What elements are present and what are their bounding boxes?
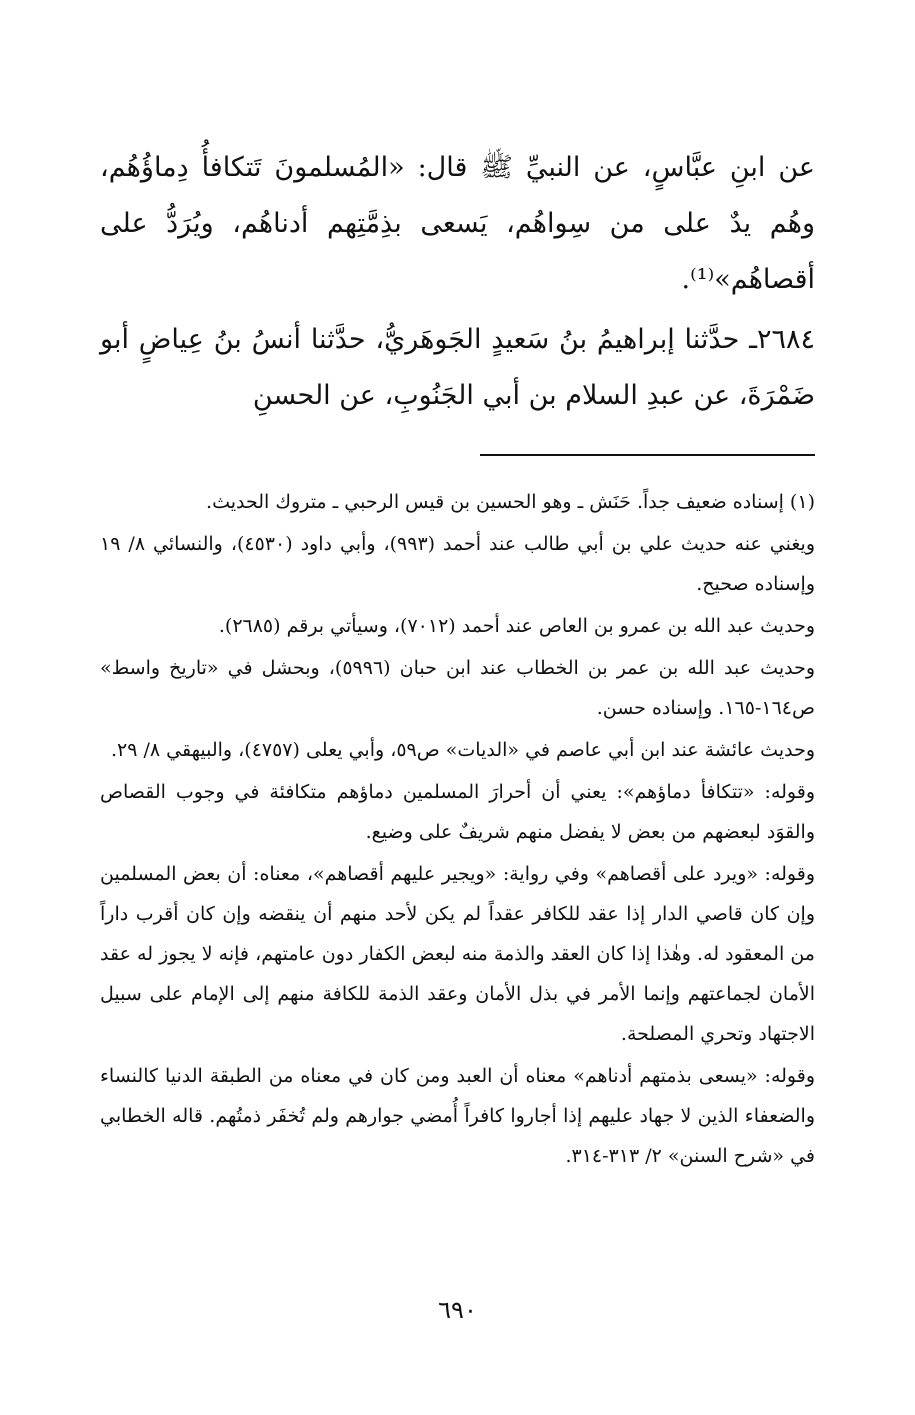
footnote-paragraph: وقوله: «تتكافأ دماؤهم»: يعني أن أحرارَ المسلمين دماؤهم متكافئة في وجوب القصاص والقوَد لبعضهم من بعض لا يفضل منهم شريفٌ على وضيع. [100, 781, 815, 843]
main-text [100, 140, 815, 424]
hadith-2684-text: ٢٦٨٤ـ حدَّثنا إبراهيمُ بنُ سَعيدٍ الجَوهَريُّ، حدَّثنا أنسُ بنُ عِياضٍ أبو ضَمْرَةَ، عن عبدِ السلام بن أبي الجَنُوبِ، عن الحسنِ [100, 324, 815, 411]
footnote-paragraph: وحديث عبد الله بن عمرو بن العاص عند أحمد (٧٠١٢)، وسيأتي برقم (٢٦٨٥). [218, 615, 815, 637]
footnote-paragraph: وقوله: «يسعى بذمتهم أدناهم» معناه أن العبد ومن كان في معناه من الطبقة الدنيا كالنساء والضعفاء الذين لا جهاد عليهم إذا أجاروا كافراً أُمضي جوارهم ولم تُخفَر ذمتُهم. قاله الخطابي في «شرح السنن» ٢/ ٣١٣-٣١٤. [100, 1065, 815, 1167]
footnote-1: (١) إسناده ضعيف جداً. حَنَش ـ وهو الحسين بن قيس الرحبي ـ متروك الحديث. [206, 491, 815, 513]
footnote-paragraph: وحديث عبد الله بن عمر بن الخطاب عند ابن حبان (٥٩٩٦)، وبحشل في «تاريخ واسط» ص١٦٤-١٦٥. وإسناده حسن. [100, 657, 815, 719]
footnote-divider [480, 454, 815, 456]
footnotes [100, 482, 815, 1176]
hadith-text-paragraph: عن ابنِ عبَّاسٍ، عن النبيِّ ﷺ قال: «المُسلمونَ تَتكافأُ دِماؤُهُم، وهُم يدٌ على من سِواهُم، يَسعى بذِمَّتِهم أدناهُم، ويُرَدُّ على أقصاهُم»⁽¹⁾. [100, 152, 816, 295]
footnote-paragraph: ويغني عنه حديث علي بن أبي طالب عند أحمد (٩٩٣)، وأبي داود (٤٥٣٠)، والنسائي ٨/ ١٩ وإسناده صحيح. [100, 533, 815, 595]
page-number: ٦٩٠ [438, 1296, 477, 1324]
footnote-paragraph: وقوله: «ويرد على أقصاهم» وفي رواية: «ويجير عليهم أقصاهم»، معناه: أن بعض المسلمين وإن كان قاصي الدار إذا عقد للكافر عقداً لم يكن لأحد منهم أن ينقضه وإن كان أقرب داراً من المعقود له. وهٰذا إذا كان العقد والذمة منه لبعض الكفار دون عامتهم، فإنه لا يجوز له عقد الأمان لجماعتهم وإنما الأمر في بذل الأمان وعقد الذمة للكافة منهم إلى الإمام على سبيل الاجتهاد وتحري المصلحة. [100, 863, 815, 1045]
footnote-paragraph: وحديث عائشة عند ابن أبي عاصم في «الديات» ص٥٩، وأبي يعلى (٤٧٥٧)، والبيهقي ٨/ ٢٩. [111, 739, 815, 761]
